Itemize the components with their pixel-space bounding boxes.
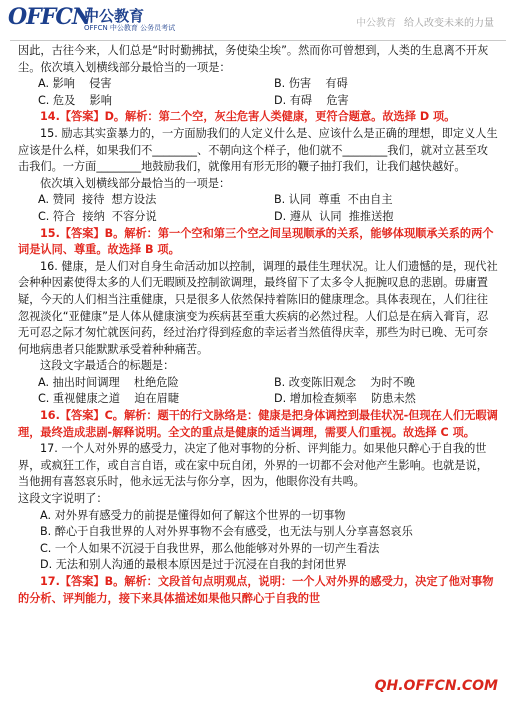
header-slogan	[356, 14, 494, 29]
q17-answer: 17.【答案】B。解析：文段首句点明观点，说明：一个人对外界的感受力，决定了他对事物的分析、评判能力，接下来具体描述如果他只醉心于自我的世	[18, 575, 494, 605]
q15-answer: 15.【答案】B。解析：第一个空和第三个空之间呈现顺承的关系，能够体现顺承关系的两个词是认同、尊重。故选择 B 项。	[18, 226, 494, 257]
q14-option-d: D. 有碍 危害	[274, 93, 349, 107]
document-body	[18, 43, 498, 607]
q14-answer: 14.【答案】D。解析：第二个空，灰尘危害人类健康，更符合题意。故选择 D 项。	[40, 110, 456, 124]
q15-options-row2	[18, 209, 498, 226]
q15-stem: 15. 励志其实蛮暴力的，一方面励我们的人定义什么是、应该什么是正确的理想，即定义人生应该是什么样，如果我们不________、不朝向这个样子，他们就不________我们，就对立甚至攻击我们。一方面________地鼓励我们，就像用有形无形的鞭子抽打我们，让我们越快越好。	[18, 126, 498, 174]
q17-stem: 17. 一个人对外界的感受力，决定了他对事物的分析、评判能力。如果他只醉心于自我的世界，或疯狂工作，或自言自语，或在家中玩自闭，外界的一切都不会对他产生影响。也就是说，当他拥有喜怒哀乐时，他永远无法与你分享，因为，他眼你没有共鸣。	[18, 442, 488, 489]
q17-prompt: 这段文字说明了：	[18, 492, 108, 506]
q14-option-c: C. 危及 影响	[38, 93, 112, 107]
q15-options-row1	[18, 192, 498, 209]
header-divider	[10, 40, 506, 41]
footer-watermark-url: QH.OFFCN.COM	[374, 678, 498, 694]
logo-chinese-name: 中公教育	[84, 7, 145, 25]
q16-option-c: C. 重视健康之道 迫在眉睫	[38, 392, 180, 406]
q16-option-d: D. 增加检查频率 防患未然	[274, 392, 416, 406]
q15-option-b: B. 认同 尊重 不由自主	[274, 193, 393, 207]
q16-stem: 16. 健康，是人们对自身生命活动加以控制，调理的最佳生理状况。让人们遗憾的是，现代社会种种因素使得太多的人们无暇顾及控制欲调理，最终留下了太多令人扼腕叹息的悲剧。毋庸置疑，今天的人们相当注重健康，只是很多人依然保持着陈旧的健康理念。具体表现在，人们往往忽视淡化“亚健康”是人体从健康演变为疾病甚至重大疾病的必然过程。人们总是在病入膏肓，忍无可忍之际才匆忙就医问药，经过治疗得到痊愈的幸运者当然值得庆幸，那些为时已晚、无可奈何地病患者只能默默承受着种种痛苦。	[18, 259, 498, 356]
q16-answer: 16.【答案】C。解析：题干的行文脉络是：健康是把身体调控到最佳状况-但现在人们无暇调理，最终造成悲剧-解释说明。全文的重点是健康的适当调理，需要人们重视。故选择 C 项。	[18, 409, 498, 439]
logo-subtitle: OFFCN 中公教育 公务员考试	[84, 24, 176, 32]
q14-options-row1	[18, 76, 498, 93]
q16-option-b: B. 改变陈旧观念 为时不晚	[274, 375, 415, 389]
q14-option-b: B. 伤害 有碍	[274, 77, 348, 91]
q16-option-a: A. 抽出时间调理 杜绝危险	[38, 375, 179, 389]
q17-option-b: B. 醉心于自我世界的人对外界事物不会有感受，也无法与别人分享喜怒哀乐	[40, 525, 413, 539]
q17-option-c: C. 一个人如果不沉浸于自我世界，那么他能够对外界的一切产生看法	[40, 541, 380, 555]
q16-options-row2	[18, 391, 498, 408]
q15-option-a: A. 赞同 接待 想方设法	[38, 193, 157, 207]
q14-options-row2	[18, 93, 498, 110]
q17-option-d: D. 无法和别人沟通的最根本原因是过于沉浸在自我的封闭世界	[40, 558, 347, 572]
slogan-text: 给人改变未来的力量	[404, 18, 494, 29]
q15-option-c: C. 符合 接纳 不容分说	[38, 209, 157, 223]
q17-option-a: A. 对外界有感受力的前提是懂得如何了解这个世界的一切事物	[40, 508, 346, 522]
q14-option-a: A. 影响 侵害	[38, 77, 112, 91]
q16-options-row1	[18, 375, 498, 392]
slogan-brand: 中公教育	[356, 18, 396, 29]
q15-prompt: 依次填入划横线部分最恰当的一项是：	[40, 176, 231, 190]
q15-option-d: D. 遵从 认同 推推送抱	[274, 209, 394, 223]
q16-prompt: 这段文字最适合的标题是：	[40, 359, 175, 373]
offcn-logo: OFFCN	[8, 4, 92, 30]
q14-continuation: 因此，古往今来，人们总是“时时勤拂拭，务使染尘埃”。然而你可曾想到，人类的生息离不开灰尘。依次填入划横线部分最恰当的一项是：	[18, 44, 489, 74]
page-header	[0, 0, 516, 44]
